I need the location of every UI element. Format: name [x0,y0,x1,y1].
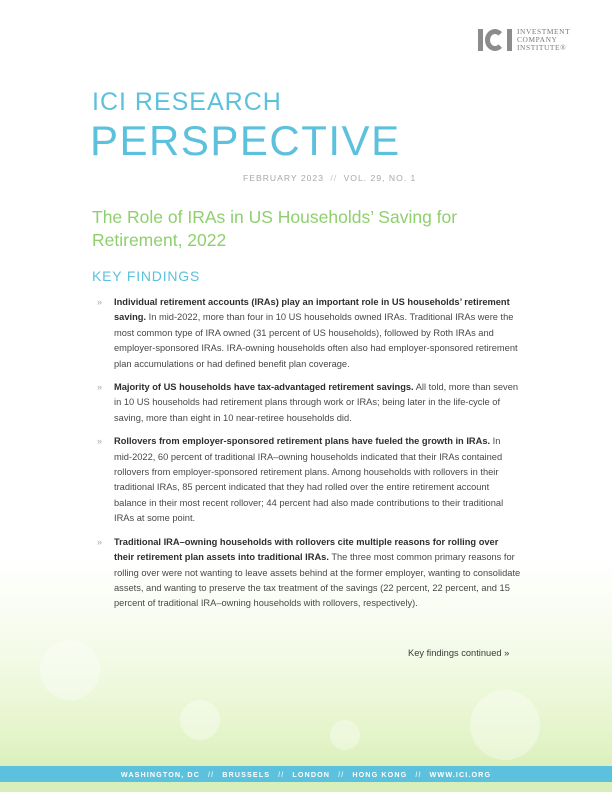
dateline [243,173,416,183]
bullet-chevron-icon: » [97,536,103,547]
finding-item [97,295,521,372]
bullet-chevron-icon: » [97,436,103,447]
dateline-separator: // [330,173,338,183]
ici-logo[interactable] [478,28,570,53]
finding-lead: Majority of US households have tax-advantaged retirement savings. [114,382,414,393]
issue-date: FEBRUARY 2023 [243,173,324,183]
document-title: The Role of IRAs in US Households’ Saving for Retirement, 2022 [92,207,458,250]
key-findings-list [97,295,521,620]
footer-separator: // [278,769,285,779]
bullet-chevron-icon: » [97,297,103,307]
footer-location: WASHINGTON, DC [120,769,200,779]
issue-volume: VOL. 29, NO. 1 [343,173,417,183]
logo-c-shape [485,29,505,51]
footer-separator: // [338,769,345,779]
finding-item [97,535,521,612]
finding-lead: Rollovers from employer-sponsored retirement plans have fueled the growth in IRAs. [114,436,491,447]
decorative-bubble [330,720,360,750]
footer-separator: // [415,769,422,779]
decorative-bubble [40,640,100,700]
logo-line: COMPANY [517,35,558,45]
logo-line: INSTITUTE® [517,43,567,53]
logo-bar-i [478,29,483,51]
bullet-chevron-icon: » [97,382,103,393]
decorative-bubble [470,690,540,760]
footer-location: HONG KONG [352,769,408,779]
finding-body: In mid-2022, more than four in 10 US households owned IRAs. Traditional IRAs were the most common type of IRA owned (31 percent of US households), followed by Roth IRAs and employer-sponsored IRAs. IRA-owning households often also had employer-sponsored retirement plan accumulations or had defined benefit plan coverage. [114,312,518,369]
logo-line: INVESTMENT [517,27,571,36]
finding-lead: Individual retirement accounts (IRAs) play an important role in US households’ retirement saving. [114,297,510,323]
footer-website-link[interactable]: WWW.ICI.ORG [429,769,492,779]
footer-bar [0,766,612,782]
finding-body: The three most common primary reasons for rolling over were not wanting to leave assets behind at the former employer, wanting to consolidate assets, and wanting to preserve the tax treatment of the savings (22 percent, 22 percent, and 15 percent of traditional IRA–owning households with rollovers, respectively). [114,552,521,609]
footer-separator: // [208,769,215,779]
logo-bar-i [507,29,512,51]
decorative-bubble [180,700,220,740]
logo-text [517,28,570,53]
footer-location: BRUSSELS [222,769,271,779]
ici-logo-mark [478,29,512,51]
key-findings-continued-link[interactable]: Key findings continued » [408,648,510,658]
finding-body: In mid-2022, 60 percent of traditional IRA–owning households indicated that their IRAs contained rollovers from employer-sponsored retirement plans. Among households with rollovers in their traditional IRAs, 85 percent indicated that they had rolled over the entire retirement account balance in their most recent rollover; 44 percent had also made contributions to their traditional IRAs at some point. [114,436,504,524]
series-title: PERSPECTIVE [90,117,401,164]
finding-item [97,380,521,426]
key-findings-heading: KEY FINDINGS [92,268,201,284]
footer-location: LONDON [292,769,331,779]
series-name: ICI RESEARCH [92,88,282,116]
finding-item [97,434,521,526]
finding-body: All told, more than seven in 10 US households had retirement plans through work or IRAs; being later in the life-cycle of saving, more than eight in 10 near-retiree households did. [114,382,519,423]
finding-lead: Traditional IRA–owning households with rollovers cite multiple reasons for rolling over their retirement plan assets into traditional IRAs. [114,536,499,563]
